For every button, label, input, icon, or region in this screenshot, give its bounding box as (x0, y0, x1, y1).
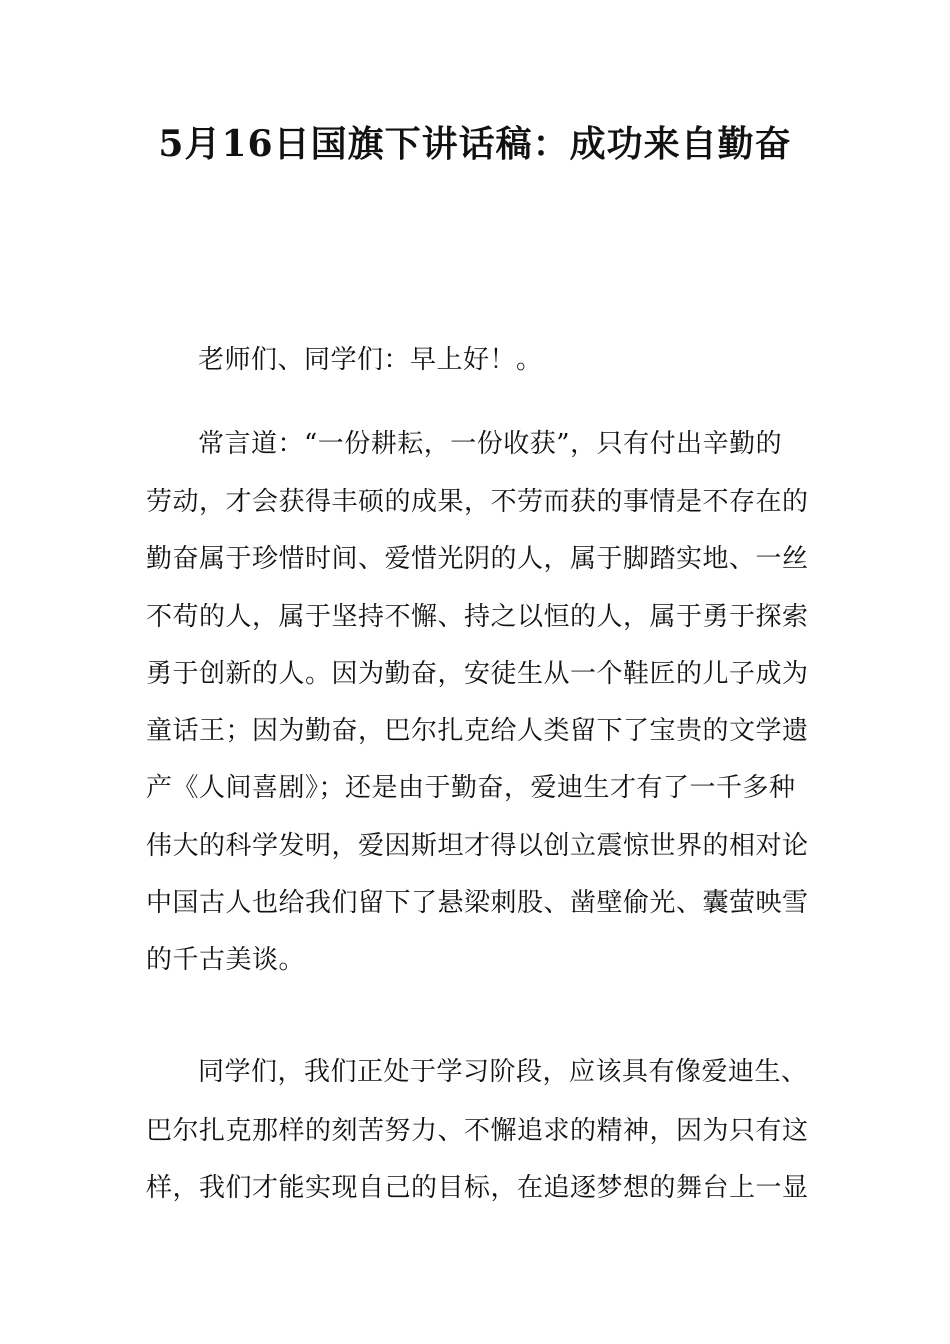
paragraph-1-line-1: 常言道：“一份耕耘，一份收获”，只有付出辛勤的 (198, 429, 783, 459)
paragraph-2-line-2: 巴尔扎克那样的刻苦努力、不懈追求的精神，因为只有这 (146, 1116, 809, 1146)
paragraph-1-line-2: 劳动，才会获得丰硕的成果，不劳而获的事情是不存在的 (146, 487, 809, 517)
document-title: 5月16日国旗下讲话稿：成功来自勤奋 (158, 123, 792, 165)
paragraph-1-line-4: 不苟的人，属于坚持不懈、持之以恒的人，属于勇于探索 (146, 602, 809, 632)
paragraph-1-line-5: 勇于创新的人。因为勤奋，安徒生从一个鞋匠的儿子成为 (146, 659, 809, 689)
paragraph-1-line-9: 中国古人也给我们留下了悬梁刺股、凿壁偷光、囊萤映雪 (146, 888, 809, 918)
paragraph-1-line-8: 伟大的科学发明，爱因斯坦才得以创立震惊世界的相对论 (146, 831, 809, 861)
paragraph-1-line-10: 的千古美谈。 (146, 945, 306, 975)
paragraph-1-line-7: 产《人间喜剧》；还是由于勤奋，爱迪生才有了一千多种 (146, 773, 796, 803)
greeting-line: 老师们、同学们：早上好！。 (198, 345, 543, 375)
paragraph-2-line-1: 同学们，我们正处于学习阶段，应该具有像爱迪生、 (198, 1057, 808, 1087)
paragraph-1-line-6: 童话王；因为勤奋，巴尔扎克给人类留下了宝贵的文学遗 (146, 716, 809, 746)
paragraph-2-line-3: 样，我们才能实现自己的目标，在追逐梦想的舞台上一显 (146, 1173, 809, 1203)
paragraph-1-line-3: 勤奋属于珍惜时间、爱惜光阴的人，属于脚踏实地、一丝 (146, 544, 809, 574)
